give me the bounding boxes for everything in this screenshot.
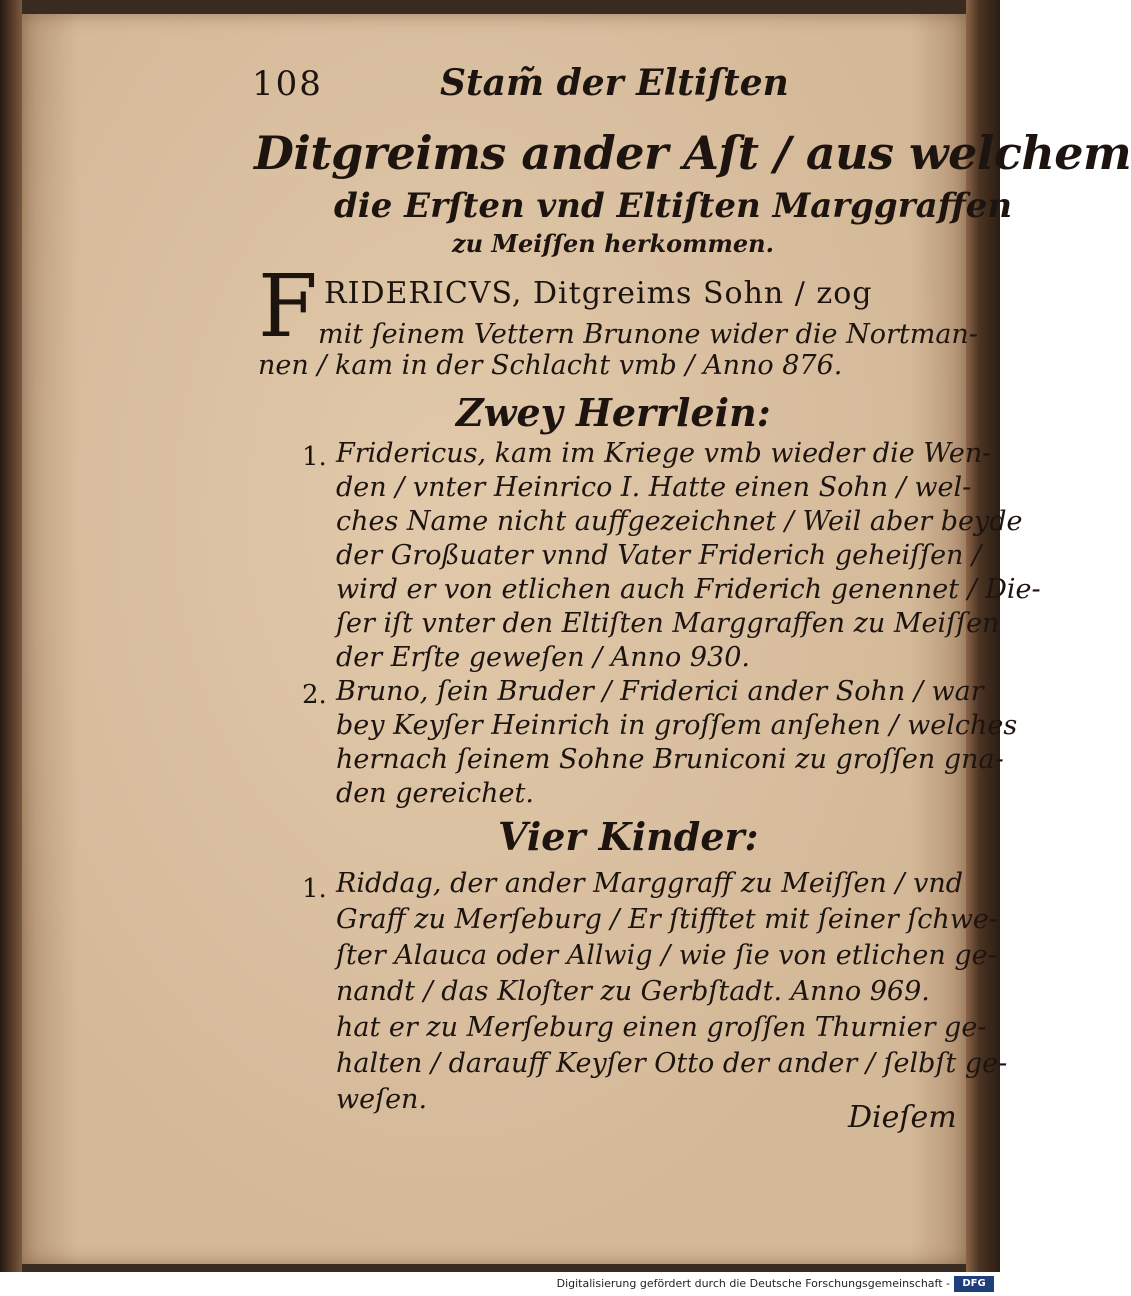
item-line: Riddag, der ander Marggraff zu Meiſſen / vnd bbox=[336, 868, 963, 899]
item-number: 2. bbox=[302, 680, 327, 710]
item-line: Fridericus, kam im Kriege vmb wieder die Wen- bbox=[336, 438, 992, 469]
item-line: hernach ſeinem Sohne Bruniconi zu groſſen gna- bbox=[336, 744, 1004, 775]
chapter-title-line-1: Ditgreims ander Aſt / aus welchem bbox=[254, 126, 1131, 180]
item-number: 1. bbox=[302, 874, 327, 904]
intro-line: nen / kam in der Schlacht vmb / Anno 876. bbox=[258, 350, 843, 381]
page-number: 108 bbox=[252, 64, 323, 104]
catchword: Dieſem bbox=[848, 1100, 957, 1135]
item-line: ſter Alauca oder Allwig / wie ſie von etlichen ge- bbox=[336, 940, 997, 971]
intro-line: RIDERICVS, Ditgreims Sohn / zog bbox=[324, 276, 873, 311]
item-line: bey Keyſer Heinrich in groſſem anſehen / welches bbox=[336, 710, 1018, 741]
item-line: weſen. bbox=[336, 1084, 428, 1115]
chapter-title-line-3: zu Meiſſen herkommen. bbox=[452, 229, 774, 258]
item-line: den / vnter Heinrico I. Hatte einen Sohn / wel- bbox=[336, 472, 972, 503]
item-line: ches Name nicht auffgezeichnet / Weil aber beyde bbox=[336, 506, 1023, 537]
footer-credit: Digitalisierung gefördert durch die Deutsche Forschungsgemeinschaft - bbox=[556, 1277, 950, 1290]
book-page bbox=[22, 14, 1131, 1264]
section-heading: Zwey Herrlein: bbox=[456, 390, 771, 435]
dfg-logo: DFG bbox=[954, 1276, 994, 1292]
section-heading: Vier Kinder: bbox=[498, 814, 759, 859]
item-line: nandt / das Kloſter zu Gerbſtadt. Anno 969. bbox=[336, 976, 930, 1007]
item-line: Graff zu Merſeburg / Er ſtifftet mit ſeiner ſchwe- bbox=[336, 904, 999, 935]
running-head: Stam̃ der Eltiſten bbox=[440, 62, 789, 104]
item-line: halten / darauff Keyſer Otto der ander / ſelbſt ge- bbox=[336, 1048, 1008, 1079]
item-line: der Erſte geweſen / Anno 930. bbox=[336, 642, 750, 673]
item-line: der Großuater vnnd Vater Friderich geheiſſen / bbox=[336, 540, 982, 571]
chapter-title-line-2: die Erſten vnd Eltiſten Marggraffen bbox=[334, 186, 1013, 226]
item-line: hat er zu Merſeburg einen groſſen Thurnier ge- bbox=[336, 1012, 987, 1043]
intro-line: mit ſeinem Vettern Brunone wider die Nortman- bbox=[318, 319, 978, 350]
item-line: ſer iſt vnter den Eltiſten Marggraffen zu Meiſſen bbox=[336, 608, 1000, 639]
digitization-footer bbox=[0, 1274, 1000, 1296]
drop-cap: F bbox=[258, 257, 318, 357]
item-number: 1. bbox=[302, 442, 327, 472]
item-line: Bruno, ſein Bruder / Friderici ander Sohn / war bbox=[336, 676, 984, 707]
item-line: den gereichet. bbox=[336, 778, 534, 809]
book-spine-edge bbox=[0, 0, 22, 1272]
item-line: wird er von etlichen auch Friderich genennet / Die- bbox=[336, 574, 1041, 605]
